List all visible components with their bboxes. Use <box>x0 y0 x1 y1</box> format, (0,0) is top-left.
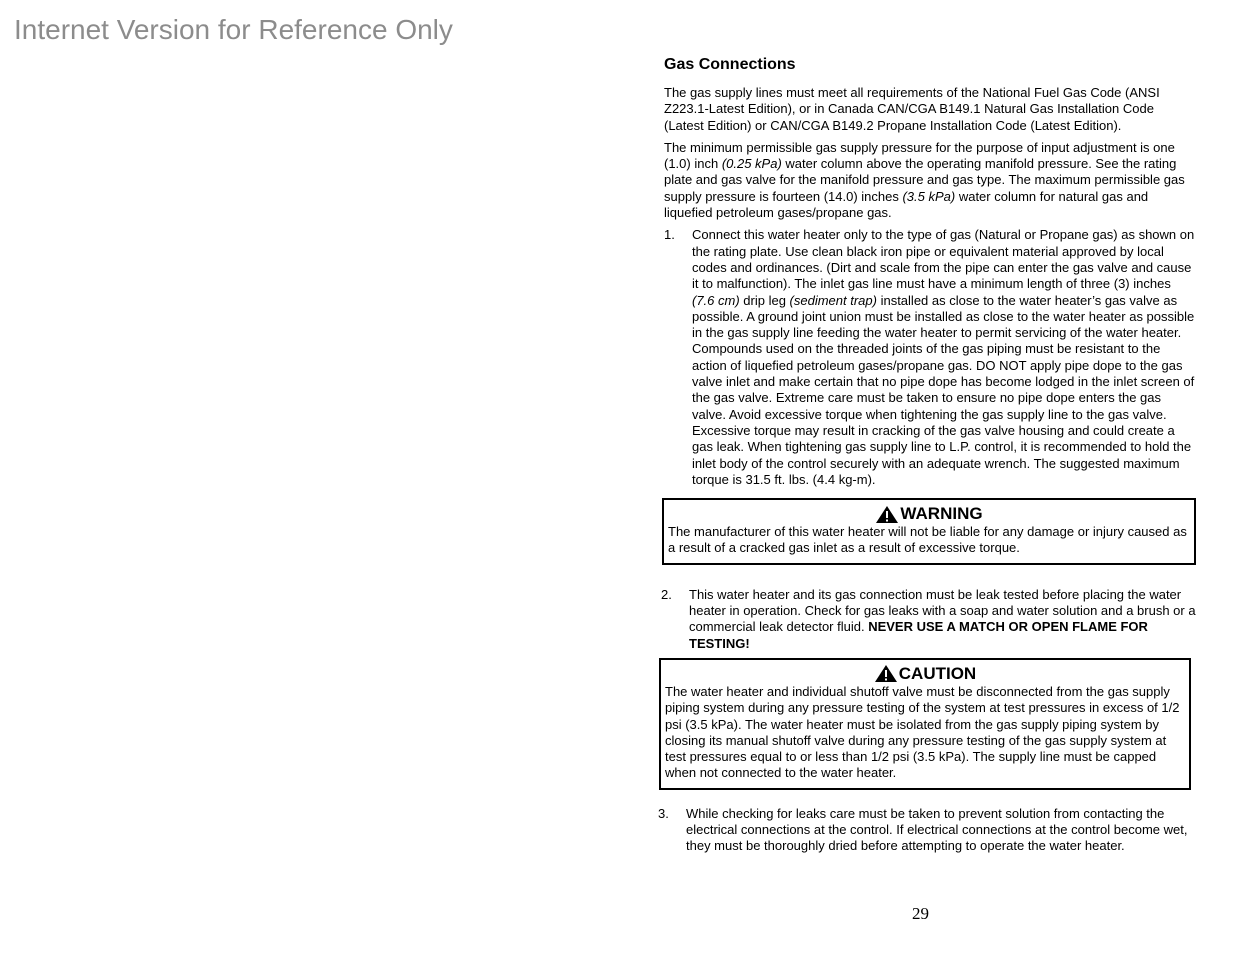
text-run: installed as close to the water heater’s gas valve as possible. A ground joint union must be installed as close to the water heater as possible in the gas supply line feeding the water heater to permit servicing of the water heater. Compounds used on the threaded joints of the gas piping must be resistant to the action of liquefied petroleum gases/propane gas. DO NOT apply pipe dope to the gas valve inlet and make certain that no pipe dope has become lodged in the inlet screen of the gas valve. Extreme care must be taken to ensure no pipe dope enters the gas valve. Avoid excessive torque when tightening the gas supply line to the gas valve. Excessive torque may result in cracking of the gas valve housing and could create a gas leak. When tightening gas supply line to L.P. control, it is recommended to hold the inlet body of the control securely with an adequate wrench. The suggested maximum torque is 31.5 ft. lbs. (4.4 kg-m). <box>692 292 1195 487</box>
warning-title <box>668 504 1190 524</box>
watermark-text: Internet Version for Reference Only <box>14 14 453 45</box>
caution-triangle-icon <box>874 664 898 683</box>
text-run: This water heater and its gas connection must be leak tested before placing the water heater in operation. Check for gas leaks with a soap and water solution and a brush or a commercial leak detector fluid. <box>689 586 1196 635</box>
text-run-italic: (7.6 cm) <box>692 292 740 308</box>
list-number: 3. <box>658 805 669 821</box>
paragraph-code-requirements: The gas supply lines must meet all requirements of the National Fuel Gas Code (ANSI Z223.1-Latest Edition), or in Canada CAN/CGA B149.1 Natural Gas Installation Code (Latest Edition) or CAN/CGA B149.2 Propane Installation Code (Latest Edition). <box>664 85 1160 133</box>
warning-text: The manufacturer of this water heater will not be liable for any damage or injury caused as a result of a cracked gas inlet as a result of excessive torque. <box>668 524 1187 556</box>
text-run: water column for natural gas and liquefied petroleum gases/propane gas. <box>664 188 1149 221</box>
caution-label: CAUTION <box>898 663 977 683</box>
caution-text: The water heater and individual shutoff valve must be disconnected from the gas supply piping system during any pressure testing of the system at test pressures in excess of 1/2 psi (3.5 kPa). The water heater must be isolated from the gas supply piping system by closing its manual shutoff valve during any pressure testing of the gas supply system at test pressures equal to or less than 1/2 psi (3.5 kPa). The supply line must be capped when not connected to the water heater. <box>665 683 1180 781</box>
warning-triangle-icon <box>875 505 899 524</box>
paragraph-pressure <box>664 140 1196 221</box>
text-run-italic: (0.25 kPa) <box>721 156 782 172</box>
list-text <box>692 227 1196 488</box>
text-run-italic: (sediment trap) <box>789 292 877 308</box>
text-run: Connect this water heater only to the type of gas (Natural or Propane gas) as shown on the rating plate. Use clean black iron pipe or equivalent material approved by local codes and ordinances. (Dirt and scale from the pipe can enter the gas valve and cause it to malfunction). The inlet gas line must have a minimum length of three (3) inches <box>692 227 1195 292</box>
list-number: 1. <box>664 227 675 243</box>
caution-box <box>659 658 1191 790</box>
warning-label: WARNING <box>900 504 983 524</box>
list-number: 2. <box>661 586 672 602</box>
warning-box <box>662 498 1196 565</box>
list-item-1 <box>664 227 1196 488</box>
list-text: While checking for leaks care must be taken to prevent solution from contacting the electrical connections at the control. If electrical connections at the control become wet, they must be thoroughly dried before attempting to operate the water heater. <box>686 805 1188 854</box>
page-number: 29 <box>912 904 929 923</box>
list-item-2 <box>661 587 1196 652</box>
caution-title <box>665 664 1185 684</box>
list-item-3 <box>658 806 1196 855</box>
section-heading: Gas Connections <box>664 56 796 73</box>
list-text <box>689 587 1196 652</box>
text-run-italic: (3.5 kPa) <box>902 188 956 204</box>
text-run-bold: NEVER USE A MATCH OR OPEN FLAME FOR TESTING! <box>689 619 1148 651</box>
text-run: The minimum permissible gas supply pressure for the purpose of input adjustment is one (1.0) inch <box>664 139 1175 172</box>
text-run: drip leg <box>739 292 790 308</box>
gas-connections-section <box>658 55 1196 861</box>
text-run: water column above the operating manifold pressure. See the rating plate and gas valve for the manifold pressure and gas type. The maximum permissible gas supply pressure is fourteen (14.0) inches <box>664 156 1185 204</box>
